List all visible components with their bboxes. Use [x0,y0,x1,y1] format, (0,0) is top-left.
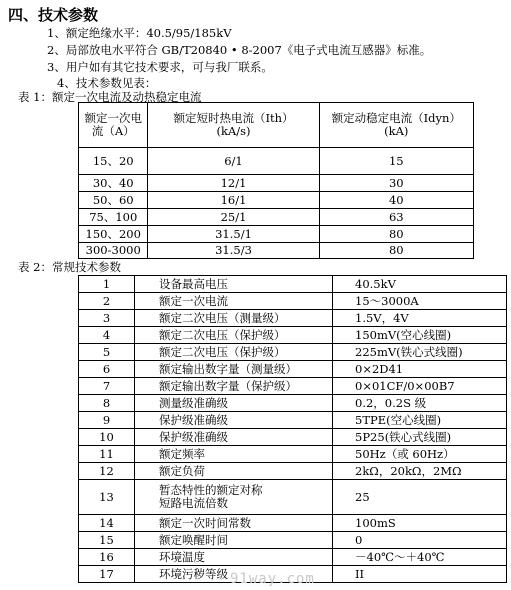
table-row [79,310,507,327]
parameter-value-cell: 100mS [333,515,507,532]
section-heading: 四、技术参数 [8,6,99,24]
parameter-value-cell: 25 [333,480,507,515]
parameter-value-cell: 225mV(铁心式线圈) [333,344,507,361]
parameter-name-cell: 额定一次时间常数 [135,515,333,532]
table-cell: 15 [319,148,473,175]
row-number-cell: 11 [79,446,135,463]
table-row [79,148,474,175]
table-cell: 30 [319,175,473,192]
parameter-name-cell: 环境污秽等级 [135,566,333,583]
table-row [79,480,507,515]
parameter-value-cell: 0×2D41 [333,361,507,378]
parameter-name-cell: 额定一次电流 [135,293,333,310]
table-cell: 30、40 [79,175,148,192]
table-row [79,226,474,243]
table-cell: 80 [319,226,473,243]
row-number-cell: 13 [79,480,135,515]
table-row [79,327,507,344]
parameter-value-cell: 2kΩ，20kΩ，2MΩ [333,463,507,480]
header-rated-primary-current: 额定一次电 流（A） [79,103,148,148]
parameter-value-cell: －40℃～＋40℃ [333,549,507,566]
row-number-cell: 8 [79,395,135,412]
table-cell: 6/1 [148,148,319,175]
table-row [79,209,474,226]
parameter-value-cell: 40.5kV [333,276,507,293]
spec-line-1: 1、额定绝缘水平：40.5/95/185kV [47,26,232,40]
spec-line-4: 4、技术参数见表： [57,76,157,90]
table-row [79,515,507,532]
parameter-name-cell: 额定负荷 [135,463,333,480]
row-number-cell: 10 [79,429,135,446]
row-number-cell: 9 [79,412,135,429]
parameter-name-cell: 额定二次电压（保护级） [135,344,333,361]
table-row [79,446,507,463]
header-short-time-thermal-current: 额定短时热电流（Ith） (kA/s) [148,103,319,148]
current-ratings-table [78,102,474,259]
general-parameters-table [78,275,507,583]
table-cell: 75、100 [79,209,148,226]
table-row [79,463,507,480]
table-row [79,549,507,566]
table-cell: 80 [319,243,473,259]
parameter-name-cell: 保护级准确级 [135,429,333,446]
table-cell: 150、200 [79,226,148,243]
parameter-name-cell: 设备最高电压 [135,276,333,293]
parameter-name-cell: 保护级准确级 [135,412,333,429]
table-row [79,395,507,412]
header-dynamic-current: 额定动稳定电流（Idyn） (kA) [319,103,473,148]
parameter-value-cell: 0 [333,532,507,549]
row-number-cell: 6 [79,361,135,378]
parameter-value-cell: 15～3000A [333,293,507,310]
table-row [79,175,474,192]
table-row [79,429,507,446]
spec-line-3: 3、用户如有其它技术要求，可与我厂联系。 [47,60,273,74]
spec-line-2: 2、局部放电水平符合 GB/T20840 • 8-2007《电子式电流互感器》标准。 [47,43,432,57]
row-number-cell: 3 [79,310,135,327]
table-row [79,532,507,549]
table-cell: 16/1 [148,192,319,209]
table-cell: 50、60 [79,192,148,209]
parameter-name-cell: 额定输出数字量（测量级） [135,361,333,378]
table-cell: 31.5/3 [148,243,319,259]
parameter-value-cell: 0.2，0.2S 级 [333,395,507,412]
table2-caption: 表 2：常规技术参数 [18,260,121,274]
table-cell: 63 [319,209,473,226]
table-row [79,378,507,395]
table-cell: 12/1 [148,175,319,192]
table1-header-row [79,103,474,148]
row-number-cell: 12 [79,463,135,480]
table-cell: 300-3000 [79,243,148,259]
watermark: 91way.com [230,571,315,587]
parameter-name-cell: 额定输出数字量（保护级） [135,378,333,395]
row-number-cell: 15 [79,532,135,549]
row-number-cell: 7 [79,378,135,395]
table-row [79,293,507,310]
table-row [79,412,507,429]
row-number-cell: 2 [79,293,135,310]
parameter-name-cell: 环境温度 [135,549,333,566]
parameter-name-cell: 额定二次电压（测量级） [135,310,333,327]
parameter-value-cell: 0×01CF/0×00B7 [333,378,507,395]
parameter-value-cell: 50Hz（或 60Hz） [333,446,507,463]
parameter-value-cell: 5P25(铁心式线圈) [333,429,507,446]
row-number-cell: 16 [79,549,135,566]
table-row [79,361,507,378]
table-row [79,243,474,259]
parameter-name-cell: 额定频率 [135,446,333,463]
table-cell: 31.5/1 [148,226,319,243]
table1-caption: 表 1：额定一次电流及动热稳定电流 [18,90,202,104]
parameter-value-cell: 1.5V，4V [333,310,507,327]
row-number-cell: 4 [79,327,135,344]
row-number-cell: 5 [79,344,135,361]
table-cell: 40 [319,192,473,209]
parameter-value-cell: II [333,566,507,583]
table-row [79,344,507,361]
table-cell: 15、20 [79,148,148,175]
table2-body [79,276,507,583]
table-cell: 25/1 [148,209,319,226]
row-number-cell: 17 [79,566,135,583]
parameter-name-cell: 暂态特性的额定对称 短路电流倍数 [135,480,333,515]
parameter-name-cell: 测量级准确级 [135,395,333,412]
parameter-name-cell: 额定二次电压（保护级） [135,327,333,344]
parameter-name-cell: 额定唤醒时间 [135,532,333,549]
row-number-cell: 1 [79,276,135,293]
table-row [79,276,507,293]
table-row [79,192,474,209]
row-number-cell: 14 [79,515,135,532]
parameter-value-cell: 5TPE(空心线圈) [333,412,507,429]
parameter-value-cell: 150mV(空心线圈) [333,327,507,344]
